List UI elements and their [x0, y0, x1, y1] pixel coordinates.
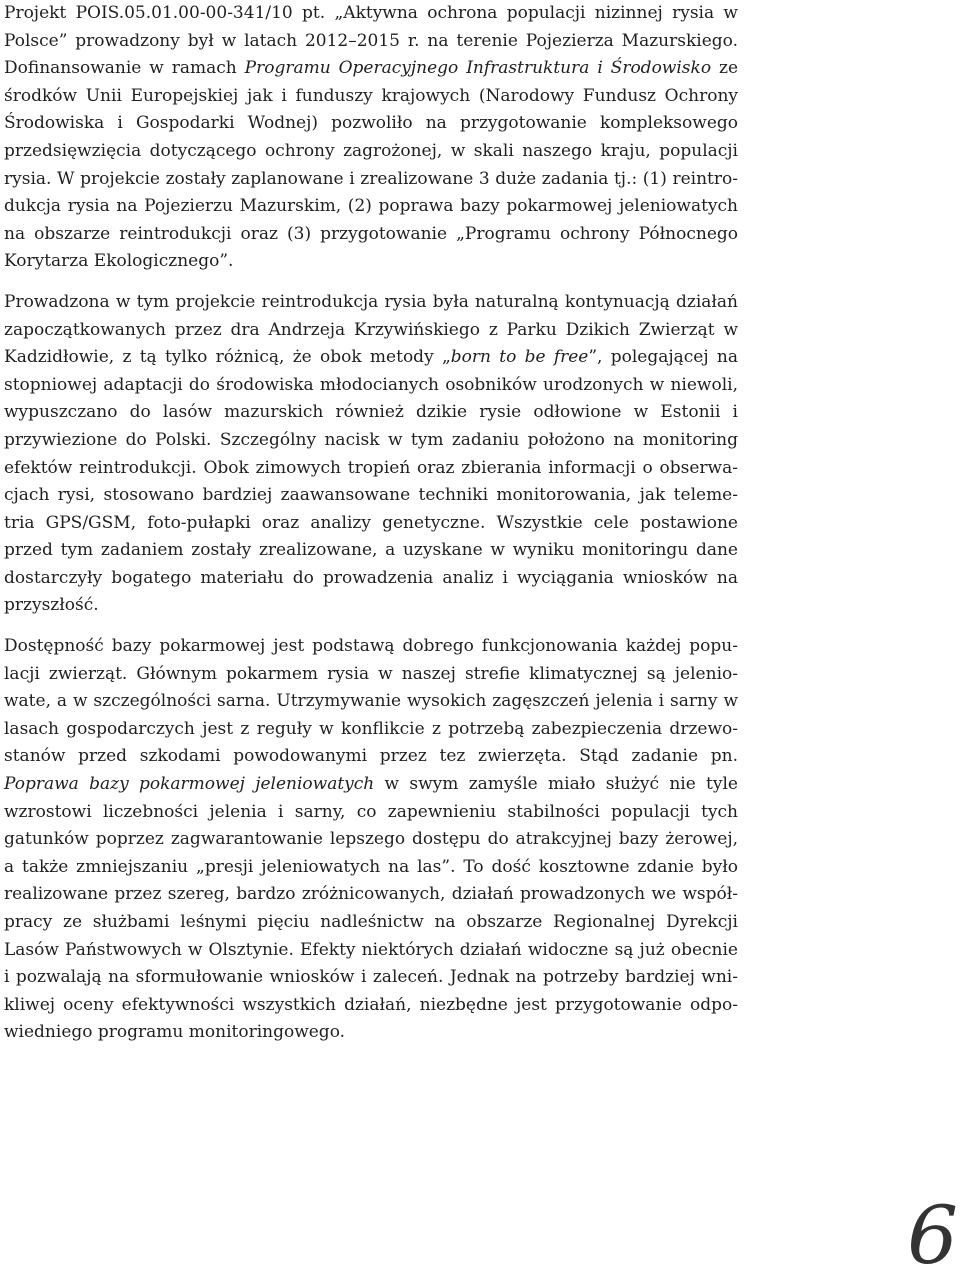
- text-run: Prowadzona w tym projekcie reintrodukcja rysia była naturalną kontynuacją działań zapoczątkowanych przez dra Andrzeja Krzywińskiego z Parku Dzikich Zwierząt w Kadzidłowie, z tą tylko różnicą, że obok metody „: [4, 291, 738, 368]
- text-run: ze środków Unii Europejskiej jak i funduszy krajowych (Narodowy Fundusz Ochrony Środowiska i Gospodarki Wodnej) pozwoliło na przygotowanie kompleksowego przedsięwzięcia dotyczącego ochrony zagrożonej, w skali naszego kraju, populacji rysia. W projekcie zostały zaplanowane i zrealizowane 3 duże zadania tj.: (1) reintrodukcja rysia na Pojezierzu Mazurskim, (2) poprawa bazy pokarmowej jeleniowatych na obszarze reintrodukcji oraz (3) przygotowanie „Programu ochrony Północnego Korytarza Ekologicznego”.: [4, 58, 739, 272]
- italic-text: Poprawa bazy pokarmowej jeleniowatych: [4, 774, 375, 795]
- body-text: [4, 0, 738, 1047]
- document-page: [4, 0, 738, 1047]
- text-run: Projekt POIS.05.01.00-00-341/10 pt. „Aktywna ochrona populacji nizinnej rysia w Polsce” prowadzony był w latach 2012–2015 r. na terenie Pojezierza Mazurskiego. Dofinansowanie w ramach: [4, 3, 738, 79]
- italic-text: Programu Operacyjnego Infrastruktura i Środowisko: [244, 58, 712, 79]
- text-run: Dostępność bazy pokarmowej jest podstawą dobrego funkcjonowania każdej populacji zwierząt. Głównym pokarmem rysia w naszej strefie klimatycznej są jeleniowate, a w szczególności sarna. Utrzymywanie wysokich zagęszczeń jelenia i sarny w lasach gospodarczych jest z reguły w konflikcie z potrzebą zabezpieczenia drzewostanów przed szkodami powodowanymi przez tez zwierzęta. Stąd zadanie pn.: [4, 636, 738, 767]
- text-run: ”, polegającej na stopniowej adaptacji do środowiska młodocianych osobników urodzonych w niewoli, wypuszczano do lasów mazurskich również dzikie rysie odłowione w Estonii i przywiezione do Polski. Szczególny nacisk w tym zadaniu położono na monitoring efektów reintrodukcji. Obok zimowych tropień oraz zbierania informacji o obserwacjach rysi, stosowano bardziej zaawansowane techniki monitorowania, jak telemetria GPS/GSM, foto-pułapki oraz analizy genetyczne. Wszystkie cele postawione przed tym zadaniem zostały zrealizowane, a uzyskane w wyniku monitoringu dane dostarczyły bogatego materiału do prowadzenia analiz i wyciągania wniosków na przyszłość.: [4, 347, 738, 616]
- paragraph: [4, 0, 738, 276]
- paragraph: [4, 633, 738, 1047]
- text-run: w swym zamyśle miało służyć nie tyle wzrostowi liczebności jelenia i sarny, co zapewnieniu stabilności populacji tych gatunków poprzez zagwarantowanie lepszego dostępu do atrakcyjnej bazy żerowej, a także zmniejszaniu „presji jeleniowatych na las”. To dość kosztowne zdanie było realizowane przez szereg, bardzo zróżnicowanych, działań prowadzonych we współpracy ze służbami leśnymi pięciu nadleśnictw na obszarze Regionalnej Dyrekcji Lasów Państwowych w Olsztynie. Efekty niektórych działań widoczne są już obecnie i pozwalają na sformułowanie wniosków i zaleceń. Jednak na potrzeby bardziej wnikliwej oceny efektywności wszystkich działań, niezbędne jest przygotowanie odpowiedniego programu monitoringowego.: [4, 774, 738, 1043]
- paragraph: [4, 289, 738, 620]
- italic-text: born to be free: [450, 347, 589, 368]
- page-number: 6: [907, 1189, 958, 1282]
